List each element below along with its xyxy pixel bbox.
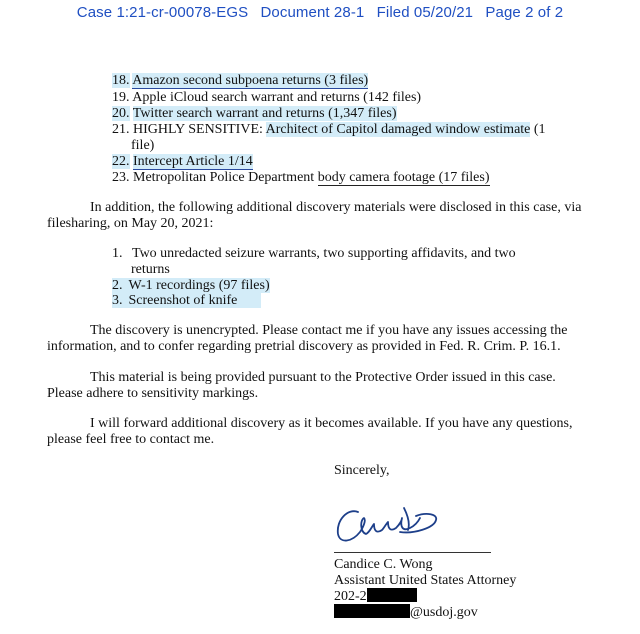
email-suffix: @usdoj.gov (410, 605, 478, 620)
para-protective-line1: This material is being provided pursuant to the Protective Order issued in this case. (90, 370, 556, 385)
list-b-item-3 (112, 292, 261, 309)
list-item-number: 2. (112, 278, 123, 293)
para-addition-line2: filesharing, on May 20, 2021: (47, 216, 214, 231)
list-item-prefix: HIGHLY SENSITIVE: (133, 122, 266, 137)
list-item-text: Screenshot of knife (123, 293, 262, 308)
closing: Sincerely, (334, 463, 390, 478)
para-forward-line2: please feel free to contact me. (47, 432, 215, 447)
list-item-text: W-1 recordings (97 files) (123, 278, 270, 293)
case-header (0, 4, 640, 21)
list-item-number: 1. (112, 246, 123, 261)
list-item-prefix: Metropolitan Police Department (133, 170, 318, 185)
para-unencrypted-line1: The discovery is unencrypted. Please contact me if you have any issues accessing the (90, 323, 568, 338)
list-item-text: Two unredacted seizure warrants, two supporting affidavits, and two (132, 246, 516, 261)
list-item-19 (112, 89, 421, 106)
case-number: Case 1:21-cr-00078-EGS (76, 4, 249, 21)
signer-email (334, 604, 478, 621)
list-item-text: Amazon second subpoena returns (3 files) (132, 73, 369, 88)
list-item-23 (112, 169, 490, 186)
redaction-bar (334, 604, 410, 618)
list-item-18 (112, 72, 368, 89)
list-item-text: Intercept Article 1/14 (133, 154, 253, 169)
list-item-text: Apple iCloud search warrant and returns (142 files) (132, 90, 422, 105)
list-item-number: 21. (112, 122, 130, 137)
page-number: Page 2 of 2 (485, 4, 564, 21)
list-item-number: 23. (112, 170, 130, 185)
list-item-20 (112, 105, 397, 122)
list-item-22 (112, 153, 253, 170)
para-addition-line1: In addition, the following additional discovery materials were disclosed in this case, via (90, 200, 582, 215)
list-item-number: 22. (112, 154, 130, 169)
filed-date: Filed 05/20/21 (376, 4, 474, 21)
list-b-item-1-continuation: returns (131, 262, 170, 277)
document-number: Document 28-1 (260, 4, 365, 21)
signature-line (334, 552, 491, 553)
list-item-text: Twitter search warrant and returns (1,347 files) (132, 106, 397, 121)
para-protective-line2: Please adhere to sensitivity markings. (47, 386, 259, 401)
list-item-21 (112, 121, 546, 138)
list-item-text: Architect of Capitol damaged window estimate (265, 122, 531, 137)
list-item-number: 19. (112, 90, 130, 105)
phone-prefix: 202-2 (334, 589, 367, 604)
redaction-bar (367, 588, 417, 602)
signer-name: Candice C. Wong (334, 557, 433, 572)
list-item-suffix: (1 (530, 122, 546, 137)
handwritten-signature (330, 498, 450, 554)
para-forward-line1: I will forward additional discovery as it becomes available. If you have any questions, (90, 416, 573, 431)
list-item-text: body camera footage (17 files) (317, 170, 490, 185)
list-item-number: 3. (112, 293, 123, 308)
signer-title: Assistant United States Attorney (334, 573, 517, 588)
para-unencrypted-line2: information, and to confer regarding pretrial discovery as provided in Fed. R. Crim. P. 16.1. (47, 339, 561, 354)
list-item-21-continuation: file) (131, 138, 155, 153)
list-item-number: 18. (112, 73, 130, 88)
signer-phone (334, 588, 417, 605)
list-b-item-1 (112, 245, 516, 262)
list-item-number: 20. (112, 106, 130, 121)
